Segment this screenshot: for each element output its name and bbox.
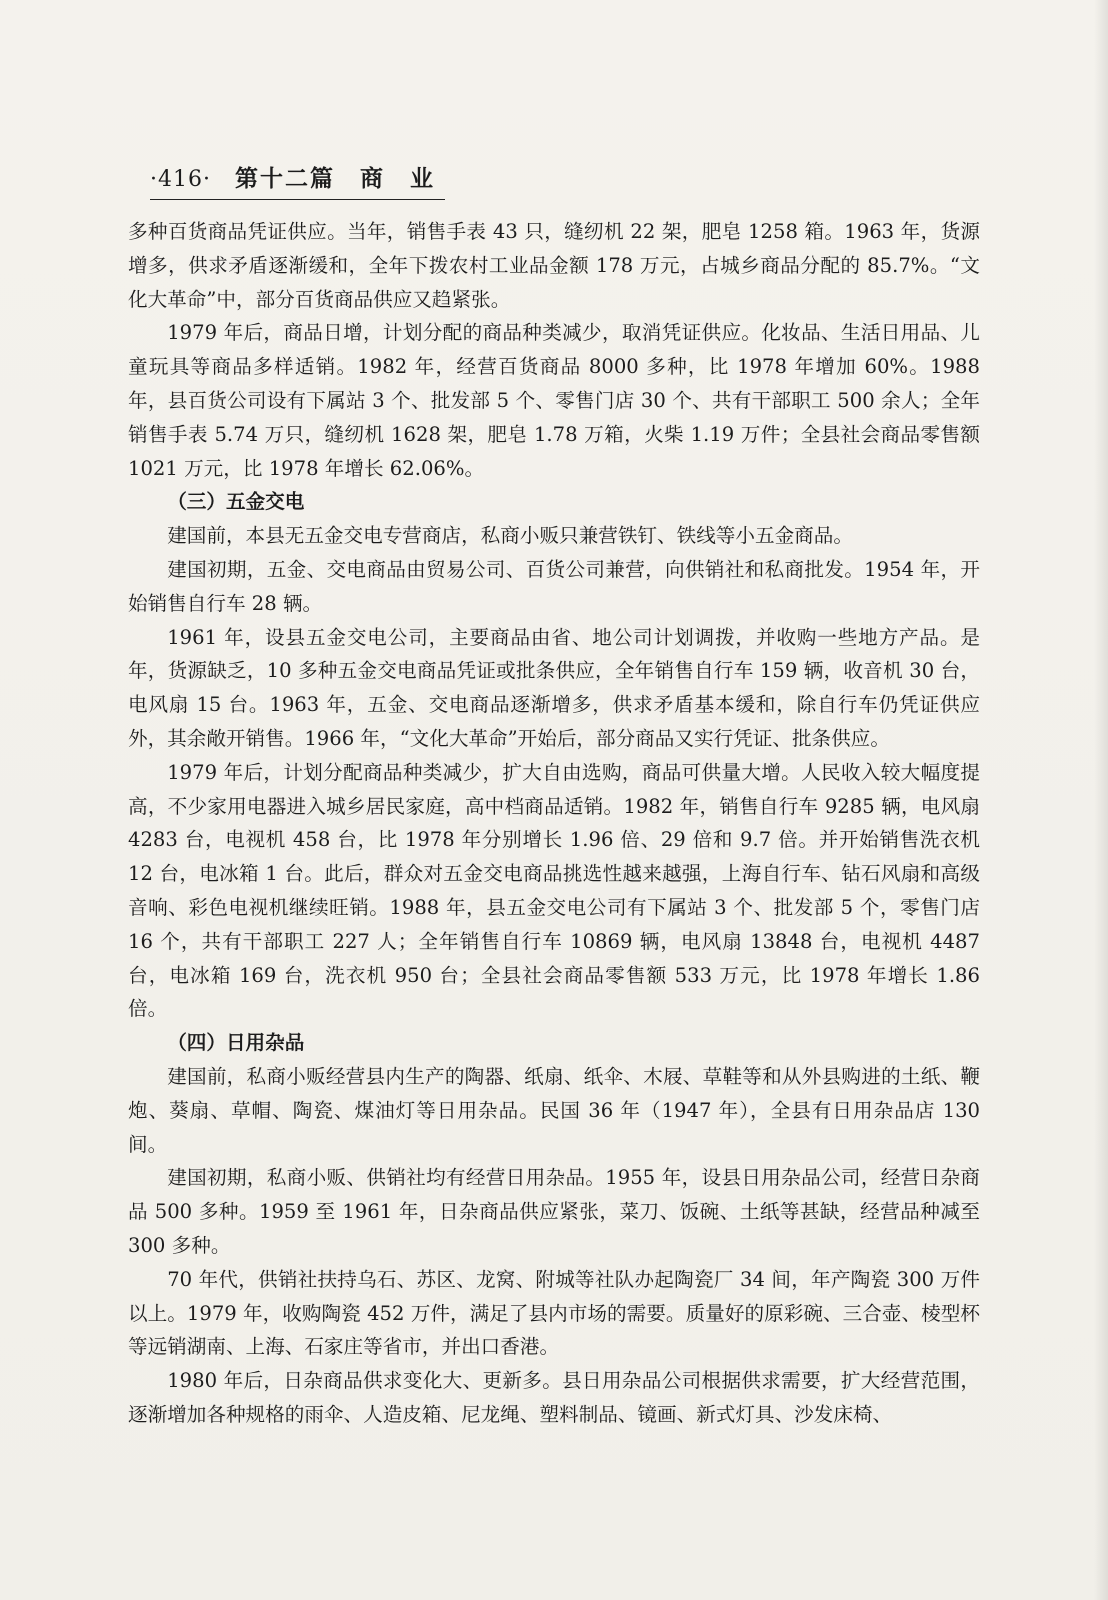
paragraph: 1979 年后，商品日增，计划分配的商品种类减少，取消凭证供应。化妆品、生活日用品、儿童玩具等商品多样适销。1982 年，经营百货商品 8000 多种，比 1978 年增加 60%。1988 年，县百货公司设有下属站 3 个、批发部 5 个、零售门店 30 个、共有干部职工 500 余人；全年销售手表 5.74 万只，缝纫机 1628 架，肥皂 1.78 万箱，火柴 1.19 万件；全县社会商品零售额 1021 万元，比 1978 年增长 62.06%。 (128, 321, 980, 480)
paragraph: 1979 年后，计划分配商品种类减少，扩大自由选购，商品可供量大增。人民收入较大幅度提高，不少家用电器进入城乡居民家庭，高中档商品适销。1982 年，销售自行车 9285 辆，电风扇 4283 台，电视机 458 台，比 1978 年分别增长 1.96 倍、29 倍和 9.7 倍。并开始销售洗衣机 12 台，电冰箱 1 台。此后，群众对五金交电商品挑选性越来越强，上海自行车、钻石风扇和高级音响、彩色电视机继续旺销。1988 年，县五金交电公司有下属站 3 个、批发部 5 个，零售门店 16 个，共有干部职工 227 人；全年销售自行车 10869 辆，电风扇 13848 台，电视机 4487 台，电冰箱 169 台，洗衣机 950 台；全县社会商品零售额 533 万元，比 1978 年增长 1.86 倍。 (128, 760, 980, 1021)
paragraph: 建国前，本县无五金交电专营商店，私商小贩只兼营铁钉、铁线等小五金商品。 (167, 524, 853, 548)
subsection-heading: （四）日用杂品 (167, 1031, 305, 1055)
section-title: 第十二篇 商 业 (234, 165, 435, 192)
paragraph: 1961 年，设县五金交电公司，主要商品由省、地公司计划调拨，并收购一些地方产品。是年，货源缺乏，10 多种五金交电商品凭证或批条供应，全年销售自行车 159 辆，收音机 30 台，电风扇 15 台。1963 年，五金、交电商品逐渐增多，供求矛盾基本缓和，除自行车仍凭证供应外，其余敞开销售。1966 年，“文化大革命”开始后，部分商品又实行凭证、批条供应。 (128, 625, 980, 750)
body-text (128, 215, 980, 1432)
page-number: ·416· (150, 167, 211, 192)
paragraph: 建国前，私商小贩经营县内生产的陶器、纸扇、纸伞、木屐、草鞋等和从外县购进的土纸、鞭炮、葵扇、草帽、陶瓷、煤油灯等日用杂品。民国 36 年（1947 年），全县有日用杂品店 130 间。 (128, 1064, 980, 1156)
paragraph: 建国初期，私商小贩、供销社均有经营日用杂品。1955 年，设县日用杂品公司，经营日杂商品 500 多种。1959 至 1961 年，日杂商品供应紧张，菜刀、饭碗、土纸等甚缺，经营品种减至 300 多种。 (128, 1166, 980, 1257)
page-edge-shadow (1094, 0, 1108, 1600)
paragraph: 多种百货商品凭证供应。当年，销售手表 43 只，缝纫机 22 架，肥皂 1258 箱。1963 年，货源增多，供求矛盾逐渐缓和，全年下拨农村工业品金额 178 万元，占城乡商品分配的 85.7%。“文化大革命”中，部分百货商品供应又趋紧张。 (128, 220, 980, 311)
paragraph: 70 年代，供销社扶持乌石、苏区、龙窝、附城等社队办起陶瓷厂 34 间，年产陶瓷 300 万件以上。1979 年，收购陶瓷 452 万件，满足了县内市场的需要。质量好的原彩碗、三合壶、棱型杯等远销湖南、上海、石家庄等省市，并出口香港。 (128, 1267, 980, 1359)
running-header (150, 160, 445, 200)
paragraph: 建国初期，五金、交电商品由贸易公司、百货公司兼营，向供销社和私商批发。1954 年，开始销售自行车 28 辆。 (128, 557, 980, 615)
paragraph: 1980 年后，日杂商品供求变化大、更新多。县日用杂品公司根据供求需要，扩大经营范围，逐渐增加各种规格的雨伞、人造皮箱、尼龙绳、塑料制品、镜画、新式灯具、沙发床椅、 (128, 1369, 980, 1426)
subsection-heading: （三）五金交电 (167, 490, 305, 514)
